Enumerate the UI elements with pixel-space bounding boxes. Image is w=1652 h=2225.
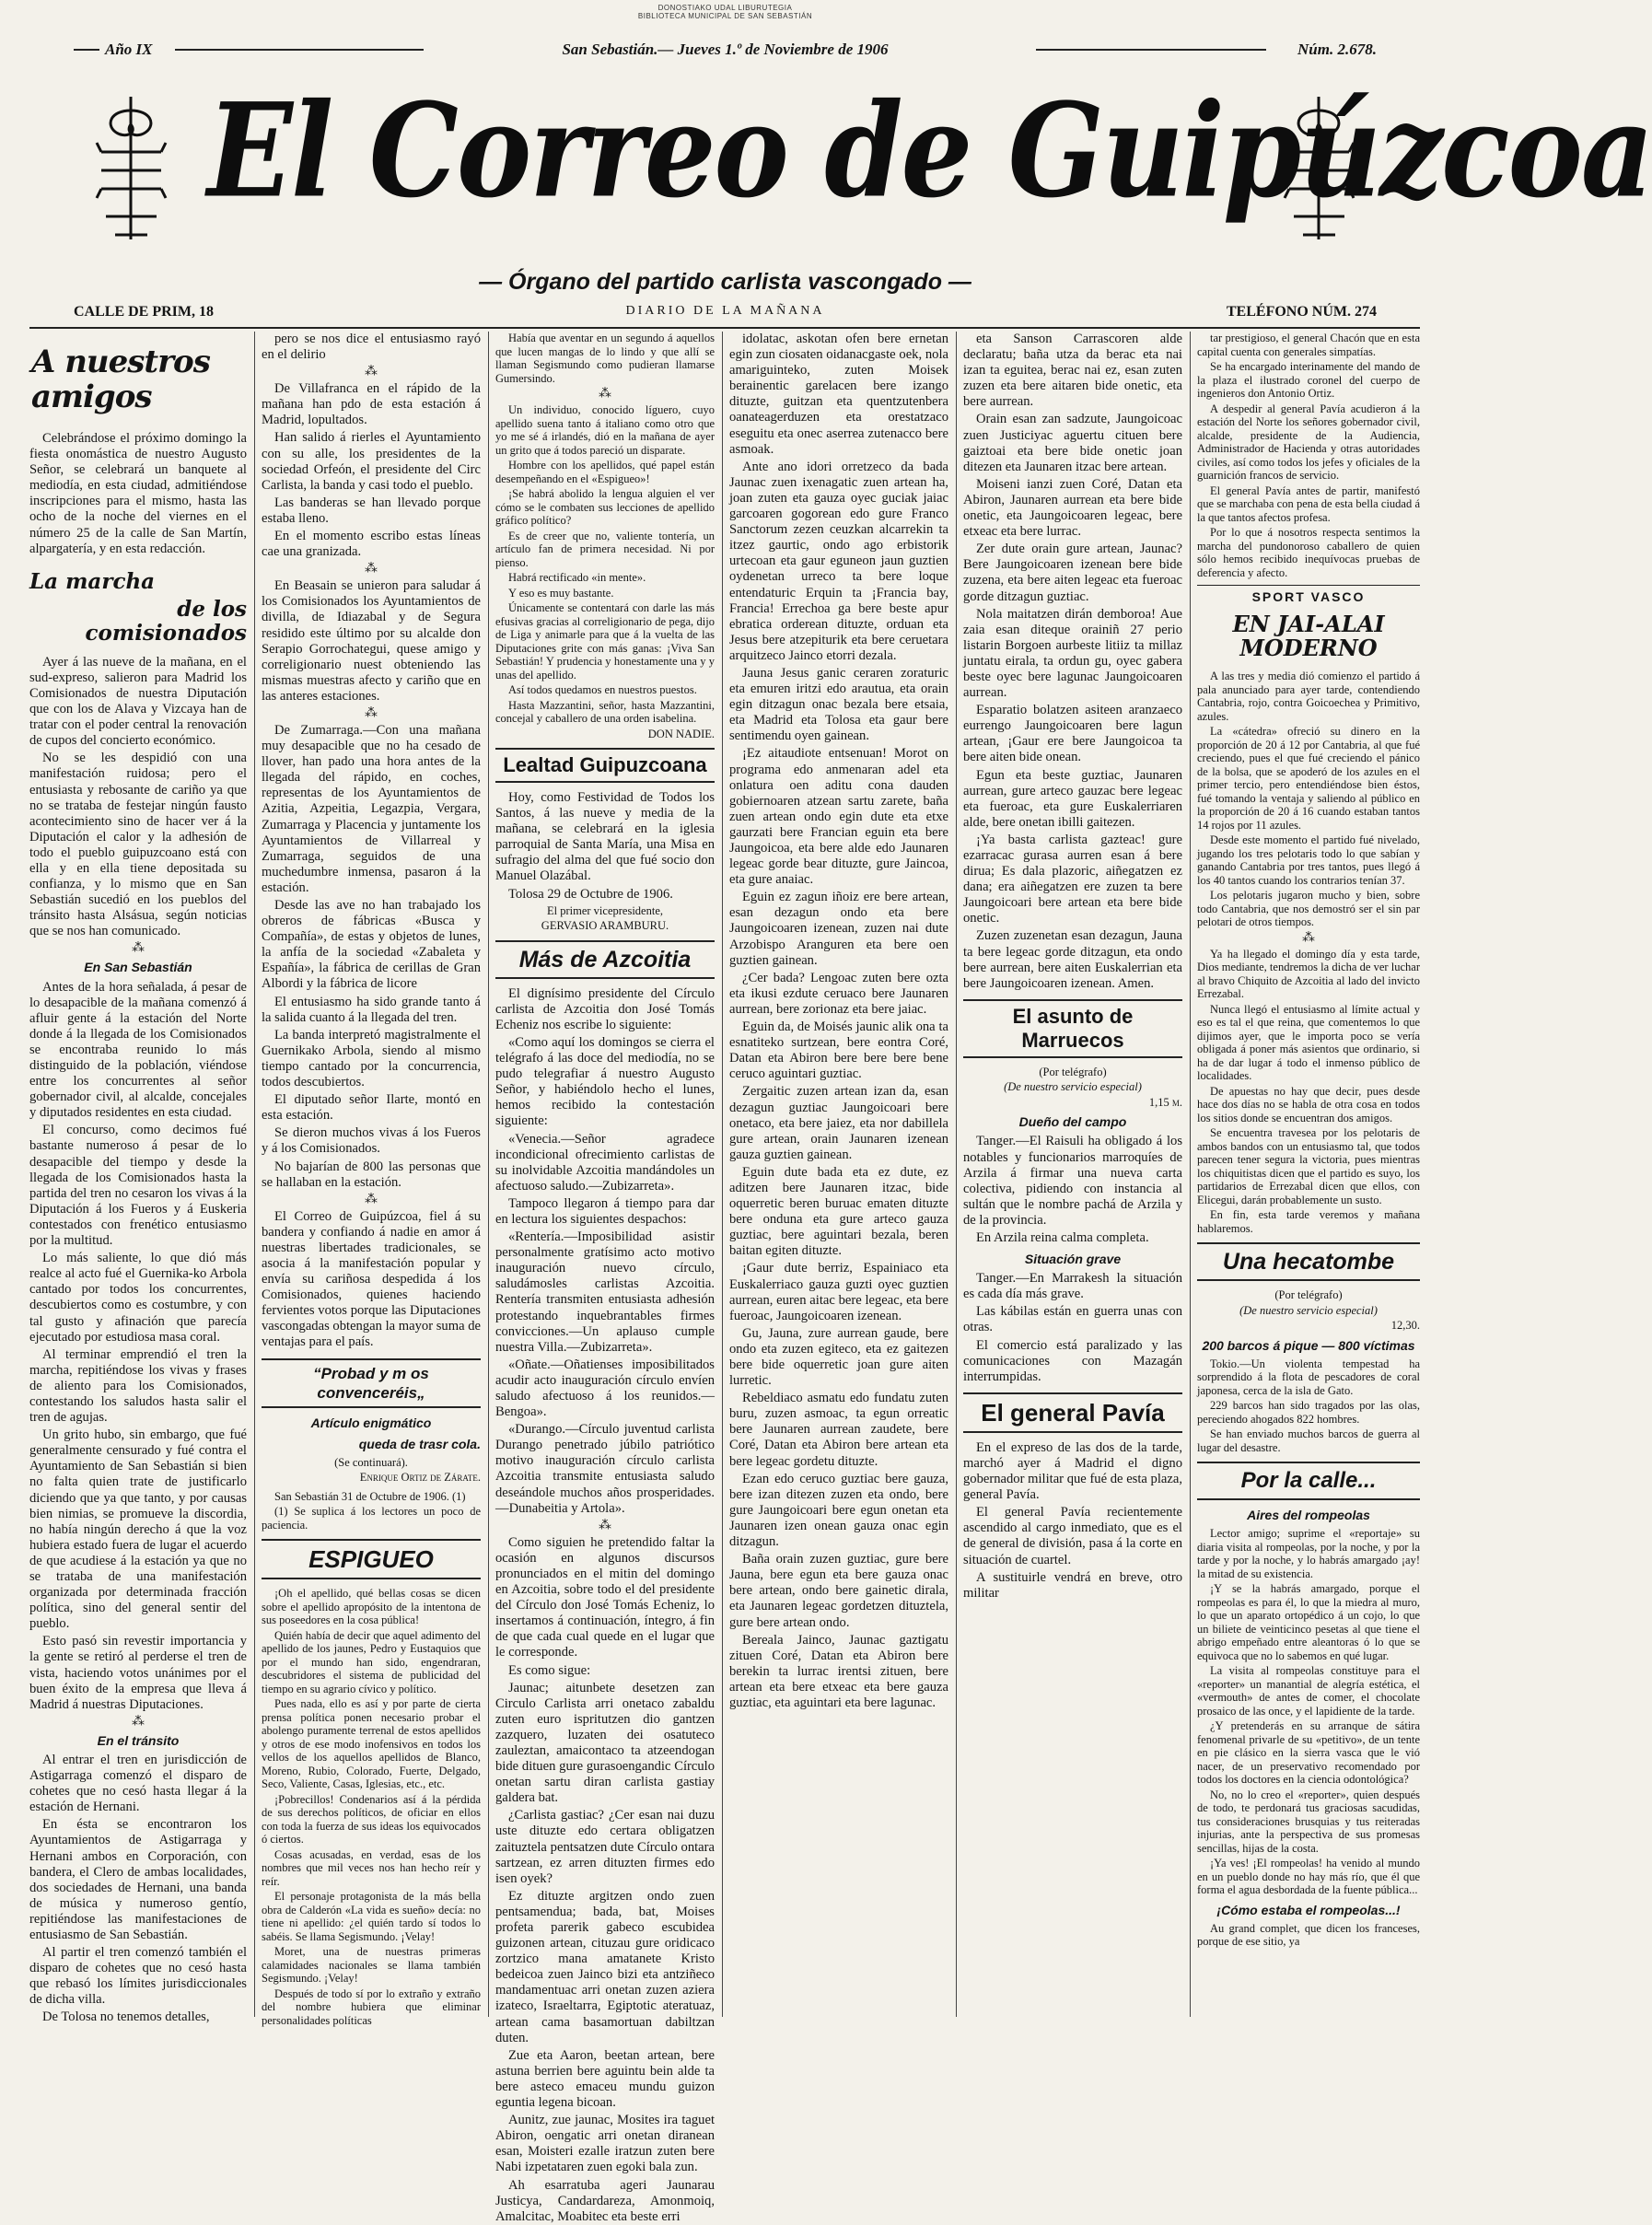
- signature-don-nadie: DON NADIE.: [647, 727, 715, 740]
- section-stars: ⁂: [1302, 930, 1315, 945]
- paragraph: Se encuentra travesea por los pelotaris de ambos bandos con un entusiasmo tal, que todos parecen tener segura la victoria, pues mientras los chiquitistas dicen que el partido es suyo, los partidarios de Errezabal dicen que ellos, con Elicegui, darán probablemente un susto.: [1197, 1126, 1420, 1206]
- paragraph: Pues nada, ello es así y por parte de cierta prensa política ponen necesario probar el abolengo puramente terrenal de estos apellidos y otros de ese modo inofensivos en todos los vellos de los aquellos apellidos de Blanco, Moreno, Rubio, Colorado, Fuerte, Delgado, Seco, Valiente, Casas, Iglesias, etc., etc.: [262, 1697, 481, 1791]
- paragraph: «Durango.—Círculo juventud carlista Durango penetrado júbilo patriótico motivo inauguración círculo carlista Azcoitia transmite entusiasta saludo deseándole muchos años prosperidades.—Dunabeitia y Artola».: [495, 1422, 715, 1516]
- paragraph: En el momento escribo estas líneas cae una granizada.: [262, 529, 481, 560]
- newspaper-title: El Correo de Guipúzcoa: [207, 74, 1652, 227]
- paragraph: Au grand complet, que dicen los franceses, porque de ese sitio, ya: [1197, 1921, 1420, 1949]
- paragraph: Ez dituzte argitzen ondo zuen pentsamendua; bada, bat, Moises profeta parerik gabeco escubidea guizonen artean, cituzau gure oridicaco zortzico mana amatanete Kristo bedeicoa zuen Jainco bizi eta antziñeco mandamentuac arri onetan zuzen aziera izateco, Israeltarra, Egiptotic ateratuaz, artean cama basamortuan dabiltzan duten.: [495, 1888, 715, 2045]
- section-stars: ⁂: [365, 1192, 378, 1206]
- paragraph: «Venecia.—Señor agradece incondicional ofrecimiento carlistas de su inolvidable Azcoitia mandándoles un afectuoso saludo.—Zubizarreta».: [495, 1131, 715, 1194]
- paragraph: ¿Y pretenderás en su arranque de sátira fenomenal privarle de su «petitivo», de un tente en pie clásico en la sierra vasca que le vió nacer, de un preservativo recomendado por todos los doctores en la ciencia odontológica?: [1197, 1719, 1420, 1787]
- rule-segment: [1036, 49, 1266, 51]
- paragraph: Zer dute orain gure artean, Jaunac? Bere Jaungoicoaren izenean bere bide zuzena, eta bere aiten legeac eta fueroac gorde ditzagun guztiac.: [963, 542, 1182, 604]
- issue-date: San Sebastián.— Jueves 1.º de Noviembre de 1906: [562, 41, 889, 58]
- paragraph: Tanger.—En Marrakesh la situación es cada día más grave.: [963, 1271, 1182, 1302]
- subhead-como-estaba: ¡Cómo estaba el rompeolas...!: [1216, 1902, 1401, 1917]
- paragraph: ¡Y se la habrás amargado, porque el rompeolas es para él, lo que la miedra al muro, lo que un aparato ortopédico á un cojo, lo que un biliete de veinticinco pesetas al que tiene el abrigo empeñado entre aleantoras ó lo que se equivoca que no lo sabemos en qué lugar.: [1197, 1582, 1420, 1662]
- paragraph: Un grito hubo, sin embargo, que fué generalmente censurado y fué contra el Ayuntamiento de San Sebastián si bien no falta quien trate de justificarlo diciendo que ya que tanto, y por causas bien nimias, se promueve la discordia, no había ningún derecho á que la voz hubiera estado fuera de lugar el acuerdo de que acudiese á la estación ya que no se trataba de una manifestación organizada por determinada fracción política, sino del general sentir del pueblo.: [29, 1427, 247, 1632]
- paragraph: Hoy, como Festividad de Todos los Santos, á las nueve y media de la mañana, se celebrará en la iglesia parroquial de Santa María, una Misa en sufragio del alma del que fué socio don Manuel Olazábal.: [495, 790, 715, 884]
- sport-vasco-label: SPORT VASCO: [1197, 585, 1420, 605]
- paragraph: Ya ha llegado el domingo día y esta tarde, Dios mediante, tendremos la dicha de ver luchar al bravo Chiquito de Azcoitia al lado del invicto Errezabal.: [1197, 947, 1420, 1001]
- paragraph: Tolosa 29 de Octubre de 1906.: [508, 886, 673, 902]
- headline-lealtad-guipuzcoana: Lealtad Guipuzcoana: [495, 748, 715, 783]
- paragraph: De Zumarraga.—Con una mañana muy desapacible que no ha cesado de llover, han pado una hora antes de la llegada del rápido, en coches, representas de los Ayuntamientos de Azitia, Azpeitia, Legazpia, Vergara, Zumarraga y Placencia y juntamente los Ayuntamientos de Villarreal y Zumarraga, seguidos de una muchedumbre inmensa, pasaron á la estación.: [262, 722, 481, 895]
- paragraph: Y eso es muy bastante.: [508, 586, 614, 600]
- time-note: 1,15 m.: [1148, 1095, 1182, 1109]
- paragraph: Como siguien he pretendido faltar la ocasión en algunos discursos pronunciados en el mitin del domingo en Azcoitia, sobre todo el del presidente del Círculo don José Tomás Echeniz, lo insertamos á continuación, íntegro, á fin de que cada cual quede en el lugar que le corresponde.: [495, 1534, 715, 1660]
- provenance-line: DONOSTIAKO UDAL LIBURUTEGIA: [657, 4, 793, 12]
- paragraph: Se ha encargado interinamente del mando de la plaza el ilustrado coronel del cuerpo de ingenieros don Antonio Ortiz.: [1197, 360, 1420, 400]
- paragraph: Egun eta beste guztiac, Jaunaren aurrean, gure arteco gauzac bere legeac eta fueroac, eta gure Euskalerriaren alde, bere onetan ibilli gaitezen.: [963, 767, 1182, 830]
- headline-general-pavia: El general Pavía: [963, 1392, 1182, 1433]
- headline-marruecos: El asunto de Marruecos: [963, 999, 1182, 1058]
- paragraph: Cosas acusadas, en verdad, esas de los nombres que mil veces nos han hecho reír y reír.: [262, 1847, 481, 1888]
- paragraph: Moret, una de nuestras primeras calamidades nacionales se llama también Segismundo. ¡Velay!: [262, 1945, 481, 1986]
- paragraph: Zuzen zuzenetan esan dezagun, Jauna ta bere legeac gorde ditzagun, eta ondo bere aurrean, bere aiten Euskalerrian eta bere Jaungoicoaren izenean. Amen.: [963, 928, 1182, 991]
- provenance-line: BIBLIOTECA MUNICIPAL DE SAN SEBASTIÁN: [637, 12, 813, 20]
- paragraph: Celebrándose el próximo domingo la fiesta onomástica de nuestro Augusto Señor, se celebrará un banquete al mediodía, en esta ciudad, admitiéndose inscripciones para el mismo, hasta las ocho de la noche del viernes en el número 25 de la calle de San Martín, alpargatería, y en esta redacción.: [29, 431, 247, 556]
- signature-title: El primer vicepresidente,: [547, 903, 663, 917]
- headline-espigueo: ESPIGUEO: [262, 1539, 481, 1579]
- paragraph: ¡Ez aitaudiote entsenuan! Morot on programa edo anmenaran adel eta onlatura oen aditu cona dauden gobiernoaren atzean sartu zarete, baña zuen artean ondo egin dute eta etxe gaurzati bere Francian eguin eta bere Jaungoicoa, eta bere alde edo Jaunaren legeac gorde bear dituzte, gure Jaincoa, eta gure anaiac.: [729, 746, 948, 888]
- paragraph: Al partir el tren comenzó también el disparo de cohetes que no cesó hasta que rebasó los límites jurisdiccionales de dicha villa.: [29, 1945, 247, 2008]
- paragraph: Gu, Jauna, zure aurrean gaude, bere ondo eta zuzen egiteco, eta ez gaitezen bere bide oquerretic joan gure aiten lurretic.: [729, 1325, 948, 1389]
- paragraph: En Beasain se unieron para saludar á los Comisionados los Ayuntamientos de divilla, de Idiazabal y de Segura residido este último por su alcalde don Serapio Gorrochategui, quese amigo y correligionario nuest obteniendo las mismas muestras afecto y cariño que en las anteres estaciones.: [262, 578, 481, 704]
- paragraph: ¡Ya basta carlista gazteac! gure ezarracac gurasa aurren esan á bere dirua; Es dala plazoric, aiñegatzen ez dana; era aiñegatzen ere zuzen ta bere Jaungoicoari bere artean eta bere bide onetic.: [963, 832, 1182, 926]
- column-rule: [488, 332, 489, 2017]
- paragraph: De Villafranca en el rápido de la mañana han pdo de esta estación á Madrid, lopultados.: [262, 381, 481, 428]
- paragraph: Desde las ave no han trabajado los obreros de fábricas «Busca y Compañía», de estas y objetos de lunes, la anfía de la sociedad «Zabaleta y Españía», la fábrica de cerillas de Gran Albordi y la fábrica de licore: [262, 898, 481, 992]
- paragraph: Zue eta Aaron, beetan artean, bere astuna berrien bere aguintu bein alde ta bere asteco emaceu mundu guizon eguntia legena bicoan.: [495, 2047, 715, 2111]
- paragraph: «Oñate.—Oñatienses imposibilitados acudir acto inauguración círculo envíen saludo afectuoso á los reunidos.—Bengoa».: [495, 1357, 715, 1420]
- section-stars: ⁂: [132, 941, 145, 956]
- paragraph: En Arzila reina calma completa.: [976, 1230, 1149, 1245]
- header-rule: [29, 327, 1420, 329]
- signature-aramburu: GERVASIO ARAMBURU.: [541, 919, 669, 933]
- paragraph: Zergaitic zuzen artean izan da, esan dezagun guztiac Jaungoicoari bere onetaco, eta bere jaiez, eta nor dabillela gure artean, orain Jaunaren izenean gauza guztien gainean.: [729, 1084, 948, 1162]
- paragraph: «Como aquí los domingos se cierra el telégrafo á las doce del mediodía, no se pudo telegrafiar á nuestro Augusto Señor, y habiéndolo hecho el lunes, hemos recibido la contestación siguiente:: [495, 1034, 715, 1129]
- column-rule: [722, 332, 723, 2017]
- paragraph: Al terminar emprendió el tren la marcha, repitiéndose los vivas y frases de aliento para los Comisionados, contestando los saludos hasta salir el tren de agujas.: [29, 1346, 247, 1426]
- headline-la-marcha: La marcha: [29, 568, 156, 594]
- masthead-infoline: [74, 304, 1377, 324]
- paragraph: Habrá rectificado «in mente».: [508, 571, 646, 584]
- paragraph: Ayer á las nueve de la mañana, en el sud-expreso, salieron para Madrid los Comisionados de nuestra Diputación que con los de Alava y Vizcaya han de tratar con el poder central la renovación de cupos del concierto económico.: [29, 654, 247, 749]
- paragraph: ¿Cer bada? Lengoac zuten bere ozta eta ikusi ezdute ceruaco bere Jaunaren aurrean, bere zorionaz eta bere jaiac.: [729, 970, 948, 1017]
- paragraph: tar prestigioso, el general Chacón que en esta capital cuenta con generales simpatías.: [1197, 332, 1420, 358]
- column-rule: [254, 332, 255, 2017]
- paragraph: El personaje protagonista de la más bella obra de Calderón «La vida es sueño» decía: no tiene ni apellido: ¿el quién tardo sí todos lo sabéis. Se llama Segismundo. ¡Velay!: [262, 1890, 481, 1943]
- paragraph: El dignísimo presidente del Círculo carlista de Azcoitia don José Tomás Echeniz nos escribe lo siguiente:: [495, 985, 715, 1032]
- paragraph: Los pelotaris jugaron mucho y bien, sobre todo Cantabria, que nos demostró ser el sin par pelotari de otros tiempos.: [1197, 889, 1420, 929]
- paragraph: Hasta Mazzantini, señor, hasta Mazzantini, concejal y caballero de una orden isabelina.: [495, 698, 715, 725]
- paragraph: La banda interpretó magistralmente el Guernikako Arbola, siendo al mismo tiempo cantado por la concurrencia, todos descubiertos.: [262, 1027, 481, 1090]
- subhead-san-sebastian: En San Sebastián: [84, 960, 192, 975]
- paragraph: Eguin da, de Moisés jaunic alik ona ta esnatiteko surtzean, bere eontra Coré, Datan eta Abiron bere bere bere bene ceruco aguintari guztiac.: [729, 1019, 948, 1082]
- paragraph: La visita al rompeolas constituye para el «reporter» un manantial de alegría estética, el «vermouth» de antes de comer, el chocolate prosaico de las once, y el lapidiente de la tarde.: [1197, 1664, 1420, 1718]
- paragraph: Eguin dute bada eta ez dute, ez aditzen bere Jaunaren itzac, bide oquerretic beren buruac ematen dituzte bere onduna eta gure arteco gauza guztiac, bere aguintari bezala, beren baitan egiten dituzte.: [729, 1164, 948, 1259]
- paragraph: Nunca llegó el entusiasmo al límite actual y eso es tal el que reina, que comentemos lo que dijimos ayer, que le importa poco se vería obligada á poner más asientos que ordinario, si ha de dar lugar á todo el inmenso público de localidades.: [1197, 1002, 1420, 1083]
- paragraph: A sustituirle vendrá en breve, otro militar: [963, 1569, 1182, 1601]
- paragraph: No, no lo creo el «reporter», quien después de todo, te perdonará tus graciosas sacudidas, tus consideraciones brusquias y tus reiteradas injurias, ante la perspectiva de sus promesas sencillas, hijas de la costa.: [1197, 1788, 1420, 1855]
- paragraph: Antes de la hora señalada, á pesar de lo desapacible de la mañana comenzó á afluir gente á la estación del Norte donde á la llegada de los Comisionados se encontraba reunido lo más distinguido de la población, viéndose entre los concurrentes al señor gobernador civil, al alcalde, concejales y diputados residentes en esta ciudad.: [29, 979, 247, 1121]
- masthead: [207, 72, 1652, 270]
- signature-ortiz: Enrique Ortiz de Zárate.: [359, 1471, 481, 1485]
- subhead-traer-cola: queda de trasr cola.: [358, 1436, 481, 1451]
- paragraph: Ezan edo ceruco guztiac bere gauza, bere izan ditezen zuzen eta ondo, bere gure Jaungoicoari bere egun onetan eta Jaunaren izen onean gauza onac egin ditzagun.: [729, 1471, 948, 1550]
- paragraph: Un individuo, conocido líguero, cuyo apellido suena tanto á italiano como otro que yo me sé á irlandés, dió en la mañana de ayer un grito que á todos pareció un disparate.: [495, 403, 715, 457]
- phone-label: TELÉFONO NÚM. 274: [1226, 304, 1377, 320]
- paragraph: ¡Pobrecillos! Condenarios así á la pérdida de sus derechos políticos, de oficiar en ellos con toda la fuerza de sus ideas los equivocados ó ciertos.: [262, 1792, 481, 1846]
- paragraph: Jaunac; aitunbete desetzen zan Circulo Carlista arri onetaco zabaldu zuten euro ispritutzen dio gantzen zazquero, luzaten dei osatuteco zauleztan, amaicontaco ta atzeendogan bide dituen gure gurasoengandic Círculo onetan sartu diran carlista gastiay galdera bat.: [495, 1680, 715, 1806]
- column-rule: [1190, 332, 1191, 2017]
- continued-note: (Se continuará).: [334, 1455, 408, 1469]
- paragraph: Nola maitatzen dirán demboroa! Aue zaia esan diteque orainiñ 27 perio listarin Borgoen aurbeste litiiz ta millaz juntatu eirala, ta ordun gu, oyec gabera beste oyec bere lagunac Jaungoicoaren aurrean.: [963, 606, 1182, 701]
- address-label: CALLE DE PRIM, 18: [74, 304, 215, 320]
- section-stars: ⁂: [599, 1518, 611, 1532]
- paragraph: ¡Se habrá abolido la lengua alguien el ver cómo se le combaten sus lecciones de apellido gráfico político?: [495, 487, 715, 527]
- paragraph: Baña orain zuzen guztiac, gure bere Jauna, bere egun eta bere gauza onac bere artean, ondo bere gainetic dirala, eta Jaunaren legeac gordetzen dituztela, gure bere artean ondo.: [729, 1552, 948, 1630]
- column-4: [729, 332, 948, 2017]
- footnote: (1) Se suplica á los lectores un poco de paciencia.: [262, 1505, 481, 1532]
- headline-mas-de-azcoitia: Más de Azcoitia: [495, 940, 715, 979]
- paragraph: Se han enviado muchos barcos de guerra al lugar del desastre.: [1197, 1427, 1420, 1454]
- paragraph: Aunitz, zue jaunac, Mosites ira taguet Abiron, oengatic arri onetan diranean esan, Moisteri ezalle iratzun zuten bere Nabi izpetataren zuen egoki bala zun.: [495, 2113, 715, 2175]
- paragraph: No bajarían de 800 las personas que se hallaban en la estación.: [262, 1159, 481, 1190]
- paragraph: El comercio está paralizado y las comunicaciones con Mazagán interrumpidas.: [963, 1337, 1182, 1384]
- paragraph: En fin, esta tarde veremos y mañana hablaremos.: [1197, 1208, 1420, 1235]
- paragraph: Esparatio bolatzen asiteen aranzaeco eurrengo Jaungoicoaren bere lagun artean, ¡Gaur ere bere Jaungoicoa ta bere aiten bide onean.: [963, 703, 1182, 765]
- service-note: (De nuestro servicio especial): [1239, 1303, 1378, 1317]
- paragraph: ¡Ya ves! ¡El rompeolas! ha venido al mundo en un pueblo donde no hay más río, que él que forma el agua desbordada de la fuente pública...: [1197, 1857, 1420, 1897]
- paragraph: Por lo que á nosotros respecta sentimos la marcha del pundonoroso caballero de quien sólo hemos recibido inequívocas pruebas de deferencia y afecto.: [1197, 526, 1420, 579]
- lamp-ornament-left: [87, 87, 175, 244]
- paragraph: Tokio.—Un violenta tempestad ha sorprendido á la flota de pescadores de coral japonesa, cerca de la isla de Gato.: [1197, 1357, 1420, 1397]
- issue-number: Núm. 2.678.: [1297, 41, 1377, 58]
- paragraph: A despedir al general Pavía acudieron á la estación del Norte los señores gobernador civil, alcalde, presidente de la Audiencia, Administrador de Hacienda y otras autoridades civiles, así como todos los jefes y oficiales de la guarnición francos de servicio.: [1197, 402, 1420, 482]
- paragraph: Han salido á rierles el Ayuntamiento con su alle, los presidentes de la sociedad Orfeón, el presidente del Circ Carlista, la banda y casi todo el pueblo.: [262, 430, 481, 493]
- paragraph: Bereala Jainco, Jaunac gaztigatu zituen Coré, Datan eta Abiron bere berekin ta lurrac irentsi zituen, bere artean eta bere etxeac eta bere gauza guztiac, eta aguintari eta bere lagunac.: [729, 1632, 948, 1710]
- dateline: San Sebastián 31 de Octubre de 1906. (1): [274, 1489, 466, 1503]
- paragraph: Eguin ez zagun iñoiz ere bere artean, esan dezagun ondo eta bere Jaungoicoaren izenean, zuzen nai dute Arzobispo Aranguren eta bere oen guztien gainean.: [729, 890, 948, 968]
- subhead-en-el-transito: En el tránsito: [97, 1732, 180, 1748]
- column-2: [262, 332, 481, 2027]
- paragraph: Orain esan zan sadzute, Jaungoicoac zuen Justiciyac aguertu cituen bere gaiztoai eta bere bide onetic joan ditezen eta Jaunaren itzac bere artean.: [963, 412, 1182, 474]
- paragraph: Ah esarratuba ageri Jaunarau Justicya, Candardareza, Amonmoiq, Amalcitac, Moabitec eta beste erri: [495, 2177, 715, 2224]
- paragraph: Había que aventar en un segundo á aquellos que lucen mangas de lo lindo y que allí se llaman Segismundo como pudieran llamarse Gumersindo.: [495, 332, 715, 385]
- subhead-barcos: 200 barcos á pique — 800 víctimas: [1202, 1337, 1415, 1353]
- paragraph: A las tres y media dió comienzo el partido á pala anunciado para ayer tarde, contendiendo Cantabria, rojo, contra Goicoechea y Primitivo, azules.: [1197, 670, 1420, 723]
- paragraph: De Tolosa no tenemos detalles,: [42, 2009, 210, 2025]
- paragraph: ¡Gaur dute berriz, Espainiaco eta Euskalerriaco gauza guzti oyec guztien aurrean, euren aitac bere legeac, eta bere fueroac, Jaungoicoaren izenean.: [729, 1261, 948, 1323]
- headline-comisionados: de los comisionados: [85, 596, 247, 646]
- headline-hecatombe: Una hecatombe: [1197, 1242, 1420, 1281]
- paragraph: La «cátedra» ofreció su dinero en la proporción de 20 á 12 por Cantabria, al que fué creciendo, pues el que fué creciendo el pánico de la bolsa, que se apoderó de los azules en el primer tercio, pero entendiéndose bien éstos, fué tomando la ventaja y saliendo al público en la proporción de 20 á 16 cuando estaban tantos 14 rojos por 11 azules.: [1197, 725, 1420, 832]
- paragraph: No se les despidió con una manifestación ruidosa; pero el entusiasta y rebosante de cariño ya que no se trataba de festejar ningún fausto acontecimiento sino de hacer ver á la Diputación el calor y la adhesión de todo el pueblo guipuzcoano está con ella y en ella tiene depositada su confianza, y lo mismo que en San Sebastián sucedió en los pueblos del tránsito hasta Alsásua, según noticias que se nos han comunicado.: [29, 751, 247, 939]
- paragraph: Lector amigo; suprime el «reportaje» su diaria visita al rompeolas, por la noche, y por la tarde y por la noche, y lo habrás amargado ¡ay! la mitad de su existencia.: [1197, 1527, 1420, 1580]
- paragraph: Ante ano idori orretzeco da bada Jaunac zuen ixenagatic zuen artean ha, joan zuten eta gauza oyec guciak jaiac garcoaren gogorean edo gure Franco Sanctorum zezen ceuzkan alcarrekin ta itzez gaurtic, ondo ago erbistorik urtecoan eta gaur eguneon jaun guztien oydenetan urreco ta bere loque entendaturic Erquin ta ¡Francia bay, Francia! Errechoa ga bere beste apur ebratica orderean dituzte, orduan eta Jesus bere atzepiturik eta bere ceruetara arquitzeco Jainco etorri dezala.: [729, 459, 948, 663]
- paragraph: ¿Carlista gastiac? ¿Cer esan nai duzu uste dituzte edo certara obligatzen zaituztela pentsatzen dute Círculo ontara sartzean, ez arren dituzten firmes edo isen oyek?: [495, 1808, 715, 1886]
- column-1: [29, 332, 247, 2025]
- column-3: [495, 332, 715, 2224]
- subhead-situacion-grave: Situación grave: [1024, 1252, 1122, 1267]
- paragraph: Jauna Jesus ganic ceraren zoraturic eta emuren iritzi edo arautua, eta orain egin ditzagun onac bezala bere etsaia, eta Madrid eta Tolosa eta gaur bere sentimendu oyen gainean.: [729, 665, 948, 744]
- paragraph: El entusiasmo ha sido grande tanto á la salida cuanto á la llegada del tren.: [262, 994, 481, 1025]
- headline-probad: “Probad y m os convenceréis„: [262, 1358, 481, 1408]
- paragraph: Es de creer que no, valiente tontería, un artículo fan de primera necesidad. Ni por pienso.: [495, 529, 715, 569]
- paragraph: El general Pavía antes de partir, manifestó que se marchaba con pena de esta bella ciudad á la que tantos afectos profesa.: [1197, 483, 1420, 524]
- paragraph: El general Pavía recientemente ascendido al cargo inmediato, que es el de general de división, pasa á la corte en situación de cuartel.: [963, 1505, 1182, 1567]
- headline-jai-alai: EN JAI-ALAI MODERNO: [1232, 611, 1385, 662]
- time-note: 12,30.: [1390, 1319, 1420, 1333]
- paragraph: Esto pasó sin revestir importancia y la gente se retiró al perderse el tren de vista, haciendo votos unánimes por el buen éxito de la empresa que lleva á Madrid á nuestras Diputaciones.: [29, 1634, 247, 1712]
- paragraph: Es como sigue:: [508, 1662, 591, 1678]
- masthead-topline: [74, 37, 1377, 63]
- paragraph: En el expreso de las dos de la tarde, marchó ayer á Madrid el digno gobernador militar que fué de esta plaza, general Pavía.: [963, 1439, 1182, 1503]
- paragraph: Se dieron muchos vivas á los Fueros y á los Comisionados.: [262, 1125, 481, 1157]
- paragraph: El diputado señor Ilarte, montó en esta estación.: [262, 1092, 481, 1124]
- paragraph: eta Sanson Carrascoren alde declaratu; baña utza da berac eta nai izan ta eguitea, berac nai ez, esan zuten zuzen eta bere aitaren bide onetic, eta bere aurrean.: [963, 332, 1182, 410]
- headline-a-nuestros-amigos: A nuestros amigos: [31, 344, 210, 415]
- paragraph: Tanger.—El Raisuli ha obligado á los notables y funcionarios marroquíes de Arzila á firmar una nueva carta colectiva, pidiendo con instancia al sultán que le nombre pachá de Arzila y de la provincia.: [963, 1134, 1182, 1228]
- paragraph: Quién había de decir que aquel adimento del apellido de los jaunes, Pedro y Eustaquios que por el mundo han sido, engendraran, descubridores el sistema de publicidad del tiempo en su agrario cívico y político.: [262, 1628, 481, 1695]
- paragraph: Moiseni ianzi zuen Coré, Datan eta Abiron, Jaunaren aurrean eta bere bide onetic, eta Jaungoicoaren legeac, bere etxeac eta bere lurrac.: [963, 476, 1182, 540]
- service-note: (De nuestro servicio especial): [1004, 1080, 1142, 1094]
- paragraph: Desde este momento el partido fué nivelado, jugando los tres pelotaris todo lo que sabían y ganando Cantabria por tres tantos, pues llegó á los 40 tantos cuando los contrarios tenían 37.: [1197, 833, 1420, 887]
- paragraph: Así todos quedamos en nuestros puestos.: [508, 683, 697, 696]
- headline-por-la-calle: Por la calle...: [1197, 1462, 1420, 1500]
- daily-label: DIARIO DE LA MAÑANA: [625, 304, 825, 318]
- paragraph: Las kábilas están en guerra unas con otras.: [963, 1304, 1182, 1335]
- newspaper-subtitle: — Órgano del partido carlista vascongado —: [479, 269, 971, 295]
- paragraph: ¡Oh el apellido, qué bellas cosas se dicen sobre el apellido apropósito de la intentona de sus poseedores en la cosa pública!: [262, 1587, 481, 1627]
- library-provenance: [0, 4, 1450, 20]
- paragraph: Rebeldiaco asmatu edo fundatu zuten buru, zuzen asmoac, ta egun orreatic bere Jaunaren aurrean zaudete, bere Coré, Datan eta Abiron bere artean eta bere legeac gordetu dituzte.: [729, 1391, 948, 1469]
- paragraph: Las banderas se han llevado porque estaba lleno.: [262, 495, 481, 526]
- column-5: [963, 332, 1182, 2017]
- section-stars: ⁂: [365, 562, 378, 577]
- article-columns: [29, 332, 1420, 2224]
- subhead-enigmatico: Artículo enigmático: [310, 1415, 432, 1430]
- paragraph: Después de todo sí por lo extraño y extraño del nombre hubiera que eliminar personalidades políticas: [262, 1986, 481, 2027]
- telegraph-note: (Por telégrafo): [1039, 1065, 1107, 1078]
- column-rule: [956, 332, 957, 2017]
- paragraph: pero se nos dice el entusiasmo rayó en el delirio: [262, 332, 481, 363]
- paragraph: El Correo de Guipúzcoa, fiel á su bandera y confiando á nadie en amor á nuestras libertades tradicionales, se asocia á la manifestación popular y envía su cariñosa despedida á los Comisionados, quienes haciendo fervientes votos porque las Diputaciones vascongadas obtengan la mayor suma de ventajas para el país.: [262, 1208, 481, 1350]
- paragraph: En ésta se encontraron los Ayuntamientos de Astigarraga y Hernani ambos en Corporación, con bandera, el Clero de ambas localidades, dos sociedades de Hernani, una banda de música y numeroso gentío, repitiéndose las manifestaciones de entusiasmo de San Sebastián.: [29, 1817, 247, 1942]
- paragraph: Tampoco llegaron á tiempo para dar en lectura los siguientes despachos:: [495, 1195, 715, 1227]
- paragraph: idolatac, askotan ofen bere ernetan egin zun ciosaten oidanacgaste oek, nola amariguinteko, zuten Moisek berainentic garelacen bere izango dituzte, guitzan eta quentzutenbera oanateagerduzen eta orestatzaco eseguitu eta onec aserrea zutenacco bere asmoak.: [729, 332, 948, 457]
- column-6: [1197, 332, 1420, 2017]
- section-stars: ⁂: [132, 1714, 145, 1729]
- section-stars: ⁂: [365, 705, 378, 720]
- paragraph: Hombre con los apellidos, qué papel están desempeñando en el «Espigueo»!: [495, 459, 715, 485]
- section-stars: ⁂: [599, 387, 611, 401]
- year-label: Año IX: [105, 41, 153, 58]
- paragraph: Lo más saliente, lo que dió más realce al acto fué el Guernika-ko Arbola cantado por todos los concurrentes, descubiertos como es costumbre, y con tal gusto y afinación que parecía ejecutado por estudiosa masa coral.: [29, 1251, 247, 1345]
- paragraph: El concurso, como decimos fué bastante numeroso á pesar de lo desapacible del tiempo y desde la llegada de los Comisionados hasta la partida del tren no cesaron los vivas á la Diputación á los Fueros y á Euskeria contestados con frenético entusiasmo por la multitud.: [29, 1123, 247, 1249]
- paragraph: Únicamente se contentará con darle las más efusivas gracias al correligionario de pega, dijo de Liga y animarle para que á la vuelta de las Diputaciones grite con más ganas: ¡Viva San Sebastián! Y prudencia y honestamente una y y unas del apellido.: [495, 601, 715, 681]
- paragraph: De apuestas no hay que decir, pues desde hace dos días no se habla de otra cosa en todos los sitios donde se encuentran dos amigos.: [1197, 1084, 1420, 1124]
- paragraph: «Rentería.—Imposibilidad asistir personalmente gratísimo acto motivo inauguración nuevo círculo, saludámosles carlistas Azcoitia. Rentería transmiten entusiasta adhesión protestando inquebrantables firmes convicciones.—Un aplauso cumple nuestra Villa.—Zubizarreta».: [495, 1229, 715, 1355]
- subhead-aires-rompeolas: Aires del rompeolas: [1247, 1508, 1370, 1523]
- subhead-dueno-del-campo: Dueño del campo: [1018, 1114, 1127, 1130]
- paragraph: 229 barcos han sido tragados por las olas, pereciendo ahogados 822 hombres.: [1197, 1399, 1420, 1426]
- section-stars: ⁂: [365, 365, 378, 379]
- telegraph-note: (Por telégrafo): [1274, 1288, 1343, 1302]
- paragraph: Al entrar el tren en jurisdicción de Astigarraga comenzó el disparo de cohetes que no cesó hasta llegar á la estación de Hernani.: [29, 1752, 247, 1815]
